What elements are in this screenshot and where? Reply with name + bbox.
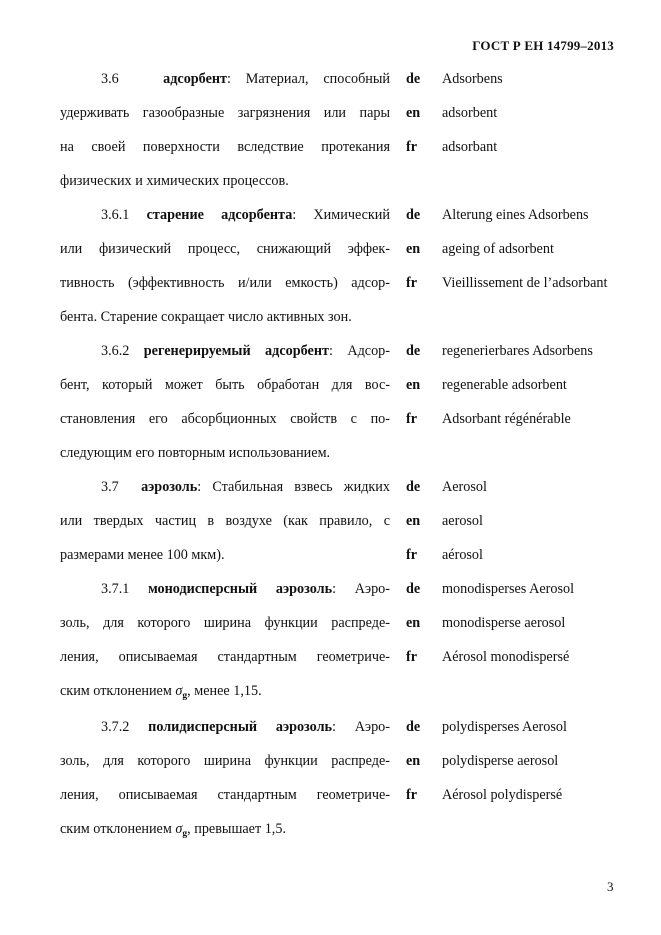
document-header: ГОСТ Р ЕН 14799–2013 — [472, 38, 614, 53]
definition-line: бент, который может быть обработан для вос- — [60, 377, 390, 393]
translation-en: en regenerable adsorbent — [406, 377, 567, 393]
translation-en: en aerosol — [406, 513, 483, 529]
term-first-line: 3.7.2 полидисперсный аэрозоль: Аэро- — [101, 719, 390, 735]
term-name: адсорбент — [163, 71, 228, 87]
definition-line: ским отклонением $\sigma_g$, менее 1,15. — [60, 683, 262, 701]
translations-3-7-1 — [406, 572, 646, 674]
translations-3-6-2 — [406, 334, 646, 436]
term-first-line: 3.7 аэрозоль: Стабильная взвесь жидких — [101, 479, 390, 495]
translation-de: de Alterung eines Adsorbens — [406, 207, 589, 223]
definition-line: размерами менее 100 мкм). — [60, 547, 225, 563]
translation-fr: fr Adsorbant régénérable — [406, 411, 571, 427]
sigma-subscript: g — [182, 829, 188, 839]
term-name: монодисперсный аэрозоль — [148, 581, 333, 597]
translation-en: en ageing of adsorbent — [406, 241, 554, 257]
term-name: старение адсорбента — [146, 207, 293, 223]
sigma-symbol: σ — [175, 683, 183, 699]
definition-line: ления, описываемая стандартным геометриче- — [60, 787, 390, 803]
sigma-symbol: σ — [175, 821, 183, 837]
translation-fr: fr Aérosol monodispersé — [406, 649, 570, 665]
definition-line: или твердых частиц в воздухе (как правило, с — [60, 513, 390, 529]
page-number: 3 — [607, 879, 614, 894]
translation-en: en polydisperse aerosol — [406, 753, 559, 769]
term-entry-3-7-1 — [60, 572, 390, 708]
term-number: 3.6.2 — [101, 343, 130, 359]
translation-fr: fr aérosol — [406, 547, 483, 563]
translation-fr: fr adsorbant — [406, 139, 498, 155]
definition-line: удерживать газообразные загрязнения или пары — [60, 105, 390, 121]
term-name: полидисперсный аэрозоль — [148, 719, 333, 735]
definition-line: ления, описываемая стандартным геометриче- — [60, 649, 390, 665]
term-name: аэрозоль — [141, 479, 198, 495]
sigma-subscript: g — [182, 691, 188, 701]
translations-3-6 — [406, 62, 646, 164]
translation-en: en monodisperse aerosol — [406, 615, 566, 631]
term-entry-3-6-1 — [60, 198, 390, 334]
definition-line: следующим его повторным использованием. — [60, 445, 331, 461]
term-number: 3.7 — [101, 479, 119, 495]
term-entry-3-6-2 — [60, 334, 390, 470]
translation-de: de regenerierbares Adsorbens — [406, 343, 593, 359]
definition-line: тивность (эффективность и/или емкость) адсор- — [60, 275, 390, 291]
definition-line: ским отклонением $\sigma_g$, превышает 1,5. — [60, 821, 286, 839]
definition-line: на своей поверхности вследствие протекания — [60, 139, 390, 155]
definition-line: становления его абсорбционных свойств с по- — [60, 411, 390, 427]
definition-line: золь, для которого ширина функции распреде- — [60, 753, 390, 769]
term-first-line: 3.6.1 старение адсорбента: Химический — [101, 207, 390, 223]
translation-fr: fr Aérosol polydispersé — [406, 787, 563, 803]
translation-fr: fr Vieillissement de l’adsorbant — [406, 275, 608, 291]
term-name: регенерируемый адсорбент — [143, 343, 329, 359]
translation-de: de monodisperses Aerosol — [406, 581, 575, 597]
translation-de: de Adsorbens — [406, 71, 503, 87]
translation-de: de Aerosol — [406, 479, 487, 495]
translations-3-6-1 — [406, 198, 646, 300]
definition-line: физических и химических процессов. — [60, 173, 289, 189]
term-entry-3-7 — [60, 470, 390, 572]
term-first-line: 3.6.2 регенерируемый адсорбент: Адсор- — [101, 343, 390, 359]
translation-en: en adsorbent — [406, 105, 498, 121]
term-number: 3.7.2 — [101, 719, 130, 735]
term-first-line: 3.6 адсорбент: Материал, способный — [101, 71, 390, 87]
term-first-line: 3.7.1 монодисперсный аэрозоль: Аэро- — [101, 581, 390, 597]
translations-3-7-2 — [406, 710, 646, 812]
definition-line: или физический процесс, снижающий эффек- — [60, 241, 390, 257]
translation-de: de polydisperses Aerosol — [406, 719, 567, 735]
definition-line: бента. Старение сокращает число активных зон. — [60, 309, 352, 325]
term-number: 3.6.1 — [101, 207, 130, 223]
term-number: 3.7.1 — [101, 581, 130, 597]
definition-line: золь, для которого ширина функции распреде- — [60, 615, 390, 631]
translations-3-7 — [406, 470, 646, 572]
term-entry-3-7-2 — [60, 710, 390, 846]
term-number: 3.6 — [101, 71, 119, 87]
term-entry-3-6 — [60, 62, 390, 198]
